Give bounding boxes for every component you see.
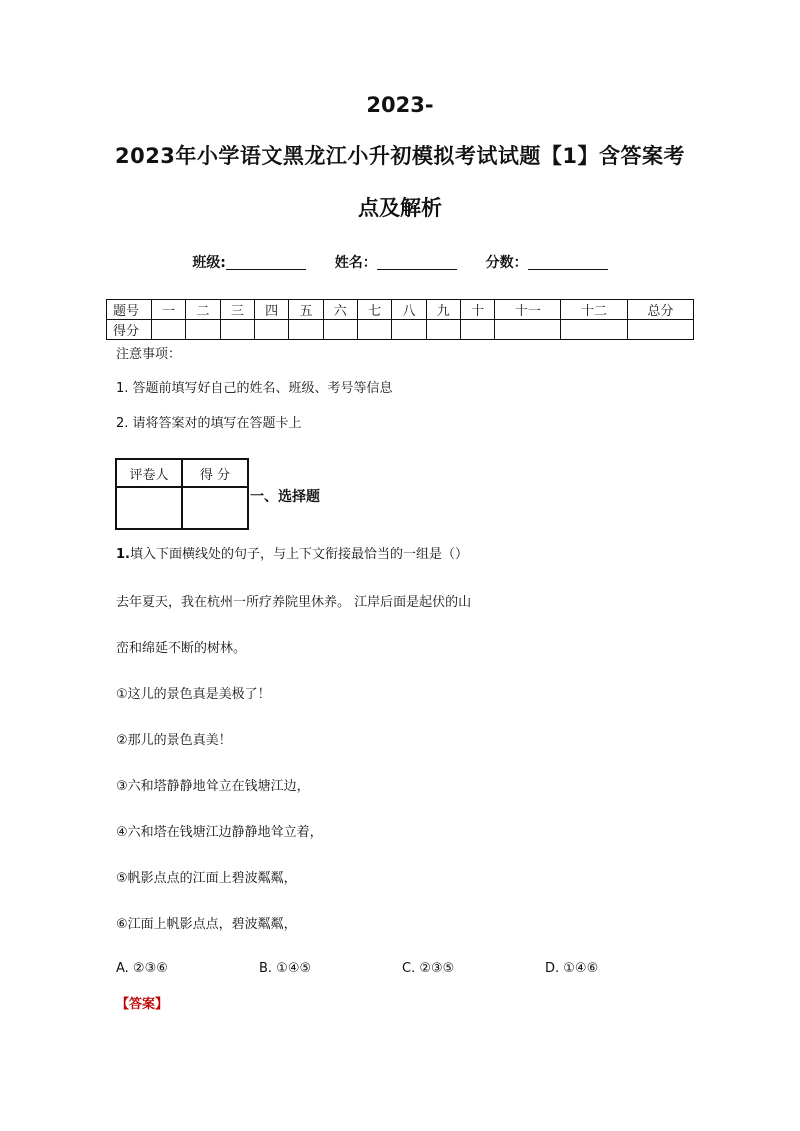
score-cell[interactable] bbox=[289, 320, 323, 340]
class-label: 班级: bbox=[192, 255, 226, 271]
student-info bbox=[0, 252, 800, 272]
notes-heading: 注意事项： bbox=[116, 347, 182, 362]
choice-item: ⑤帆影点点的江面上碧波粼粼， bbox=[116, 871, 297, 886]
score-cell[interactable] bbox=[627, 320, 693, 340]
option-a[interactable]: A. ②③⑥ bbox=[116, 961, 168, 976]
note-item-2: 2. 请将答案对的填写在答题卡上 bbox=[116, 416, 302, 431]
question-text: 填入下面横线处的句子，与上下文衔接最恰当的一组是（） bbox=[129, 547, 468, 562]
score-row-label-cell: 得分 bbox=[107, 320, 152, 340]
choice-item: ①这儿的景色真是美极了！ bbox=[116, 687, 271, 702]
choice-item: ②那儿的景色真美！ bbox=[116, 733, 232, 748]
answer-label: 【答案】 bbox=[116, 997, 169, 1012]
header-cell: 二 bbox=[186, 300, 220, 320]
score-cell[interactable] bbox=[561, 320, 627, 340]
score-cell[interactable] bbox=[152, 320, 186, 340]
header-cell: 十二 bbox=[561, 300, 627, 320]
name-label: 姓名： bbox=[334, 255, 377, 271]
header-cell: 七 bbox=[357, 300, 391, 320]
grader-table bbox=[115, 458, 249, 530]
class-blank[interactable] bbox=[226, 255, 306, 270]
score-cell[interactable] bbox=[426, 320, 460, 340]
question-number: 1. bbox=[116, 547, 130, 562]
header-cell: 六 bbox=[323, 300, 357, 320]
header-label-cell: 题号 bbox=[107, 300, 152, 320]
passage-line-1: 去年夏天，我在杭州一所疗养院里休养。 江岸后面是起伏的山 bbox=[116, 595, 472, 610]
score-cell[interactable] bbox=[186, 320, 220, 340]
option-c[interactable]: C. ②③⑤ bbox=[402, 961, 455, 976]
question-stem bbox=[116, 543, 468, 562]
score-cell[interactable] bbox=[460, 320, 494, 340]
score-cell[interactable] bbox=[392, 320, 426, 340]
header-cell: 十 bbox=[460, 300, 494, 320]
header-cell: 四 bbox=[254, 300, 288, 320]
score-label: 分数： bbox=[485, 255, 528, 271]
title-line-3: 点及解析 bbox=[358, 196, 442, 220]
grader-body-row bbox=[116, 487, 248, 529]
name-field bbox=[335, 252, 457, 272]
grader-score-label: 得 分 bbox=[182, 459, 248, 487]
note-item-1: 1. 答题前填写好自己的姓名、班级、考号等信息 bbox=[116, 381, 393, 396]
grader-cell[interactable] bbox=[116, 487, 182, 529]
section-title: 一、选择题 bbox=[250, 489, 320, 505]
header-cell: 八 bbox=[392, 300, 426, 320]
score-cell[interactable] bbox=[254, 320, 288, 340]
choice-item: ⑥江面上帆影点点，碧波粼粼， bbox=[116, 917, 297, 932]
header-cell: 十一 bbox=[495, 300, 561, 320]
score-blank[interactable] bbox=[528, 255, 608, 270]
passage-line-2: 峦和绵延不断的树林。 bbox=[116, 641, 247, 656]
name-blank[interactable] bbox=[377, 255, 457, 270]
class-field bbox=[192, 252, 306, 272]
score-cell[interactable] bbox=[357, 320, 391, 340]
title-line-2: 2023年小学语文黑龙江小升初模拟考试试题【1】含答案考 bbox=[114, 144, 686, 168]
title-line-1: 2023- bbox=[366, 93, 434, 117]
score-field bbox=[486, 252, 608, 272]
option-b[interactable]: B. ①④⑤ bbox=[259, 961, 312, 976]
score-cell[interactable] bbox=[220, 320, 254, 340]
header-cell: 五 bbox=[289, 300, 323, 320]
score-table-score-row bbox=[107, 320, 694, 340]
score-table-header-row bbox=[107, 300, 694, 320]
grader-header-row bbox=[116, 459, 248, 487]
answer-options bbox=[116, 961, 696, 976]
header-cell: 总分 bbox=[627, 300, 693, 320]
header-cell: 一 bbox=[152, 300, 186, 320]
choice-item: ④六和塔在钱塘江边静静地耸立着， bbox=[116, 825, 323, 840]
score-cell[interactable] bbox=[323, 320, 357, 340]
choice-item: ③六和塔静静地耸立在钱塘江边， bbox=[116, 779, 310, 794]
grader-label: 评卷人 bbox=[116, 459, 182, 487]
score-cell[interactable] bbox=[495, 320, 561, 340]
grader-score-cell[interactable] bbox=[182, 487, 248, 529]
header-cell: 三 bbox=[220, 300, 254, 320]
score-table bbox=[106, 299, 694, 340]
option-d[interactable]: D. ①④⑥ bbox=[545, 961, 599, 976]
header-cell: 九 bbox=[426, 300, 460, 320]
